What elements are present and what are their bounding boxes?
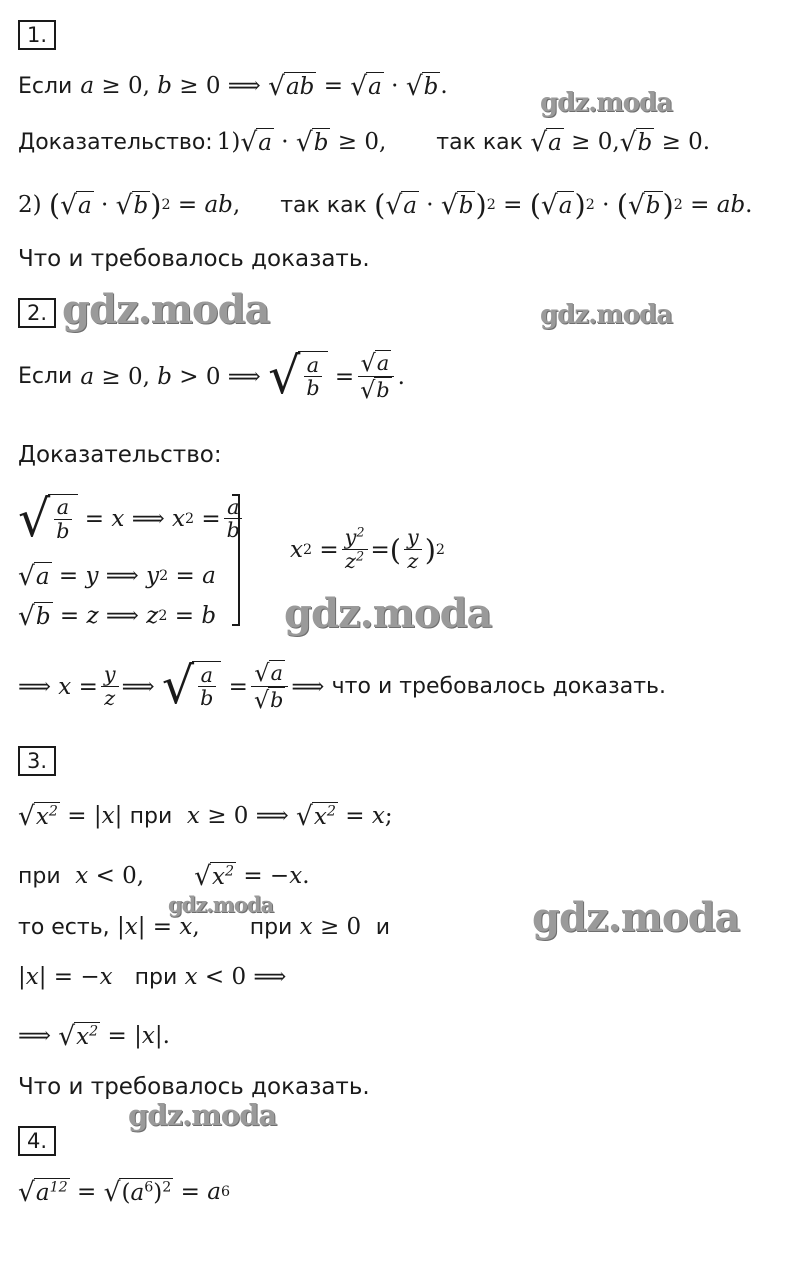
watermark: gdz.moda (128, 1098, 277, 1132)
ratio-equation: x 2 = $\frac{y^2}{z^2}$ = ( $\frac{y}{z}$ ) 2 (290, 525, 445, 573)
qed-inline: что и требовалось доказать. (331, 674, 666, 700)
theorem-2-statement: Если a ≥ 0, b > 0 ⟹ √ $\frac{a}{b}$ = √ a √ b . (18, 346, 405, 406)
watermark: gdz.moda (540, 300, 673, 330)
word-i: и (375, 914, 391, 940)
word-esli: Если (18, 364, 73, 390)
system-eq-1: √ $\frac{a}{b}$ = x ⟹ x 2 = $\frac{a}{b}$ (18, 494, 246, 545)
abs-line-1: √ $x^2$ = | x | при x ≥ 0 ⟹ √ $x^2$ = x ; (18, 800, 393, 832)
word-to-est: то есть, (18, 914, 110, 940)
section-number-4: 4. (18, 1126, 56, 1156)
proof-1-step-1: Доказательство: 1) √ a · √ b ≥ 0, так как √ a ≥ 0, √ b ≥ 0. (18, 126, 711, 158)
section-number-3: 3. (18, 746, 56, 776)
abs-line-2: при x < 0, √ $x^2$ = − x . (18, 860, 310, 892)
proof-2-label: Доказательство: (18, 442, 222, 468)
qed-1: Что и требовалось доказать. (18, 246, 370, 272)
word-since: так как (436, 129, 523, 155)
section-number-2: 2. (18, 298, 56, 328)
qed-3: Что и требовалось доказать. (18, 1074, 370, 1100)
proof-2-conclusion: ⟹ x = $\frac{y}{z}$ ⟹ √ $\frac{a}{b}$ = √ a √ b ⟹ что и требовалось доказать. (18, 656, 666, 716)
abs-line-5: ⟹ √ $x^2$ = | x |. (18, 1020, 170, 1052)
word-pri: при (129, 803, 173, 829)
section-number-1: 1. (18, 20, 56, 50)
word-esli: Если (18, 73, 73, 99)
watermark: gdz.moda (284, 590, 492, 637)
word-since: так как (280, 192, 367, 218)
system-eq-2: √ a = y ⟹ y 2 = a (18, 560, 216, 592)
word-pri: при (249, 914, 293, 940)
word-pri: при (134, 964, 178, 990)
watermark: gdz.moda (62, 286, 270, 333)
proof-1-step-2: 2) ( √ a · √ b ) 2 = ab , так как ( √ a · √ b ) 2 = ( √ a ) 2 · ( √ b ) 2 = ab . (18, 188, 753, 222)
abs-line-4: | x | = − x при x < 0 ⟹ (18, 964, 287, 990)
abs-line-3: то есть, | x | = x , при x ≥ 0 и (18, 914, 391, 940)
word-pri: при (18, 863, 61, 889)
watermark: gdz.moda (540, 88, 673, 118)
watermark: gdz.moda (532, 894, 740, 941)
system-eq-3: √ b = z ⟹ z 2 = b (18, 600, 217, 632)
power-equation: √ $a^{12}$ = √ $(a^6)^2$ = a 6 (18, 1176, 231, 1208)
system-bracket (232, 494, 240, 626)
theorem-1-statement: Если a ≥ 0, b ≥ 0 ⟹ √ ab = √ a · √ b . (18, 70, 448, 102)
watermark: gdz.moda (168, 892, 274, 917)
proof-label: Доказательство: (18, 129, 213, 155)
